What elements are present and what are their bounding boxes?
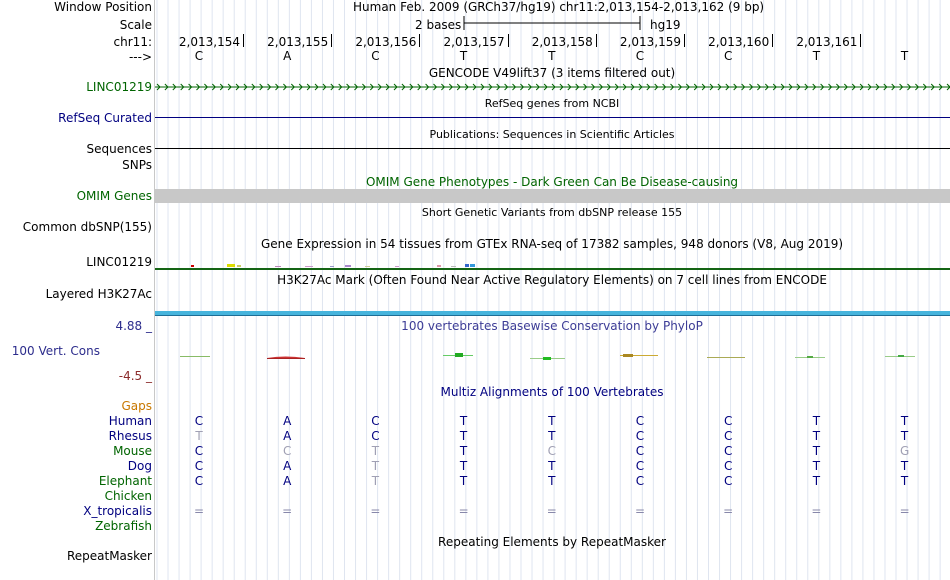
reference-base: C [194,49,204,63]
alignment-base: C [194,474,204,488]
alignment-base: C [635,459,645,473]
ruler-position-label: 2,013,157 [443,35,505,49]
species-chicken-label[interactable]: Chicken [104,489,152,503]
scale-label[interactable]: Scale [119,18,152,32]
ruler-tick [508,34,509,47]
alignment-base: = [546,504,557,518]
common-dbsnp-label[interactable]: Common dbSNP(155) [22,220,152,234]
species-xtropicalis-label[interactable]: X_tropicalis [83,504,152,518]
repeatmasker-label[interactable]: RepeatMasker [66,549,152,563]
refseq-curated-label[interactable]: RefSeq Curated [58,111,152,125]
alignment-base: = [458,504,469,518]
ruler-position-label: 2,013,161 [796,35,858,49]
publications-feature[interactable] [155,148,950,149]
omim-genes-label[interactable]: OMIM Genes [76,189,152,203]
gencode-gene-label[interactable]: LINC01219 [86,80,152,94]
ruler-tick [331,34,332,47]
alignment-base: T [195,429,203,443]
snps-label[interactable]: SNPs [122,158,152,172]
ruler-tick [419,34,420,47]
cons-max-label: 4.88 _ [115,319,152,333]
alignment-base: C [635,474,645,488]
alignment-base: T [900,459,909,473]
alignment-base: T [459,414,468,428]
alignment-base: C [371,429,380,443]
reference-base: A [283,49,292,63]
alignment-base: T [812,444,821,458]
alignment-base: A [283,414,292,428]
reference-base: T [812,49,821,63]
track-label-column [0,0,154,580]
h3k27ac-track-title: H3K27Ac Mark (Often Found Near Active Regulatory Elements) on 7 cell lines from ENCODE [277,273,827,287]
window-position-label[interactable]: Window Position [54,0,152,14]
alignment-base: T [459,429,468,443]
omim-gene-feature[interactable] [155,189,950,203]
ruler-tick [772,34,773,47]
alignment-base: A [283,474,292,488]
alignment-base: T [548,459,556,473]
species-elephant-label[interactable]: Elephant [98,474,152,488]
alignment-base: C [282,444,292,458]
ruler-position-label: 2,013,156 [355,35,417,49]
phylop-track-title: 100 vertebrates Basewise Conservation by PhyloP [401,319,703,333]
alignment-base: T [900,414,909,428]
alignment-base: = [811,504,822,518]
reference-base: C [635,49,645,63]
species-dog-label[interactable]: Dog [127,459,152,473]
alignment-base: T [812,414,821,428]
gencode-track-title: GENCODE V49lift37 (3 items filtered out) [428,66,676,80]
vert-cons-label[interactable]: 100 Vert. Cons [11,344,100,358]
alignment-base: C [723,459,733,473]
alignment-base: T [812,474,821,488]
publications-track-title: Publications: Sequences in Scientific Articles [429,128,675,141]
ruler-tick [243,34,244,47]
reference-base: T [548,49,556,63]
species-rhesus-label[interactable]: Rhesus [108,429,152,443]
species-human-label[interactable]: Human [108,414,152,428]
sequences-label[interactable]: Sequences [86,142,152,156]
alignment-base: T [371,444,380,458]
scale-bar-text: 2 bases [415,18,462,32]
alignment-base: = [634,504,646,518]
alignment-base: T [900,474,909,488]
alignment-base: = [282,504,293,518]
gtex-gene-label[interactable]: LINC01219 [86,255,152,269]
ruler-tick [596,34,597,47]
alignment-base: = [723,504,734,518]
alignment-base: T [459,444,468,458]
alignment-base: C [547,444,556,458]
alignment-base: A [283,459,292,473]
ruler-tick [860,34,861,47]
alignment-base: C [371,414,380,428]
alignment-base: C [635,444,645,458]
alignment-base: = [899,504,910,518]
refseq-track-title: RefSeq genes from NCBI [484,97,620,110]
multiz-track-title: Multiz Alignments of 100 Vertebrates [440,385,664,399]
alignment-base: C [723,474,733,488]
gaps-label[interactable]: Gaps [121,399,152,413]
alignment-base: C [723,414,733,428]
scale-bar-line [463,16,643,32]
species-zebrafish-label[interactable]: Zebrafish [95,519,152,533]
h3k27ac-signal-baseline [155,315,950,316]
browser-image-area[interactable] [155,0,950,580]
alignment-base: C [635,414,645,428]
cons-min-label: -4.5 _ [118,369,152,383]
alignment-base: T [459,474,468,488]
omim-track-title: OMIM Gene Phenotypes - Dark Green Can Be Disease-causing [365,175,739,189]
refseq-gene-feature[interactable] [155,117,950,118]
alignment-base: T [371,459,380,473]
chrom-label[interactable]: chr11: [113,35,152,49]
alignment-base: C [194,414,204,428]
reference-base: T [459,49,468,63]
alignment-base: = [370,504,381,518]
alignment-base: C [635,429,645,443]
alignment-base: T [900,429,909,443]
alignment-base: T [812,459,821,473]
alignment-base: T [548,429,556,443]
gtex-track-title: Gene Expression in 54 tissues from GTEx RNA-seq of 17382 samples, 948 donors (V8, Aug 2019) [260,237,844,251]
alignment-base: C [723,429,733,443]
strand-toggle[interactable]: ---> [128,50,152,64]
alignment-base: C [194,444,204,458]
ruler-position-label: 2,013,160 [708,35,770,49]
species-mouse-label[interactable]: Mouse [113,444,152,458]
ruler-position-label: 2,013,159 [619,35,681,49]
gencode-gene-feature[interactable] [155,80,950,94]
reference-base: C [371,49,380,63]
ruler-position-label: 2,013,154 [178,35,240,49]
ruler-position-label: 2,013,158 [531,35,593,49]
alignment-base: T [812,429,821,443]
alignment-base: A [283,429,292,443]
alignment-base: G [899,444,910,458]
repeatmasker-track-title: Repeating Elements by RepeatMasker [438,535,666,549]
assembly-position-text: Human Feb. 2009 (GRCh37/hg19) chr11:2,013,154-2,013,162 (9 bp) [353,0,765,14]
scale-assembly-text: hg19 [650,18,681,32]
ruler-position-label: 2,013,155 [267,35,329,49]
alignment-base: = [193,504,205,518]
ruler-tick [684,34,685,47]
gtex-expression-bars[interactable] [155,258,950,272]
alignment-base: T [548,414,556,428]
reference-base: T [900,49,909,63]
alignment-base: C [723,444,733,458]
alignment-base: T [459,459,468,473]
alignment-base: T [371,474,380,488]
phylop-signal[interactable] [155,350,950,364]
layered-h3k27ac-label[interactable]: Layered H3K27Ac [45,287,152,301]
reference-base: C [723,49,733,63]
alignment-base: C [194,459,204,473]
dbsnp-track-title: Short Genetic Variants from dbSNP release 155 [421,206,683,219]
alignment-base: T [548,474,556,488]
